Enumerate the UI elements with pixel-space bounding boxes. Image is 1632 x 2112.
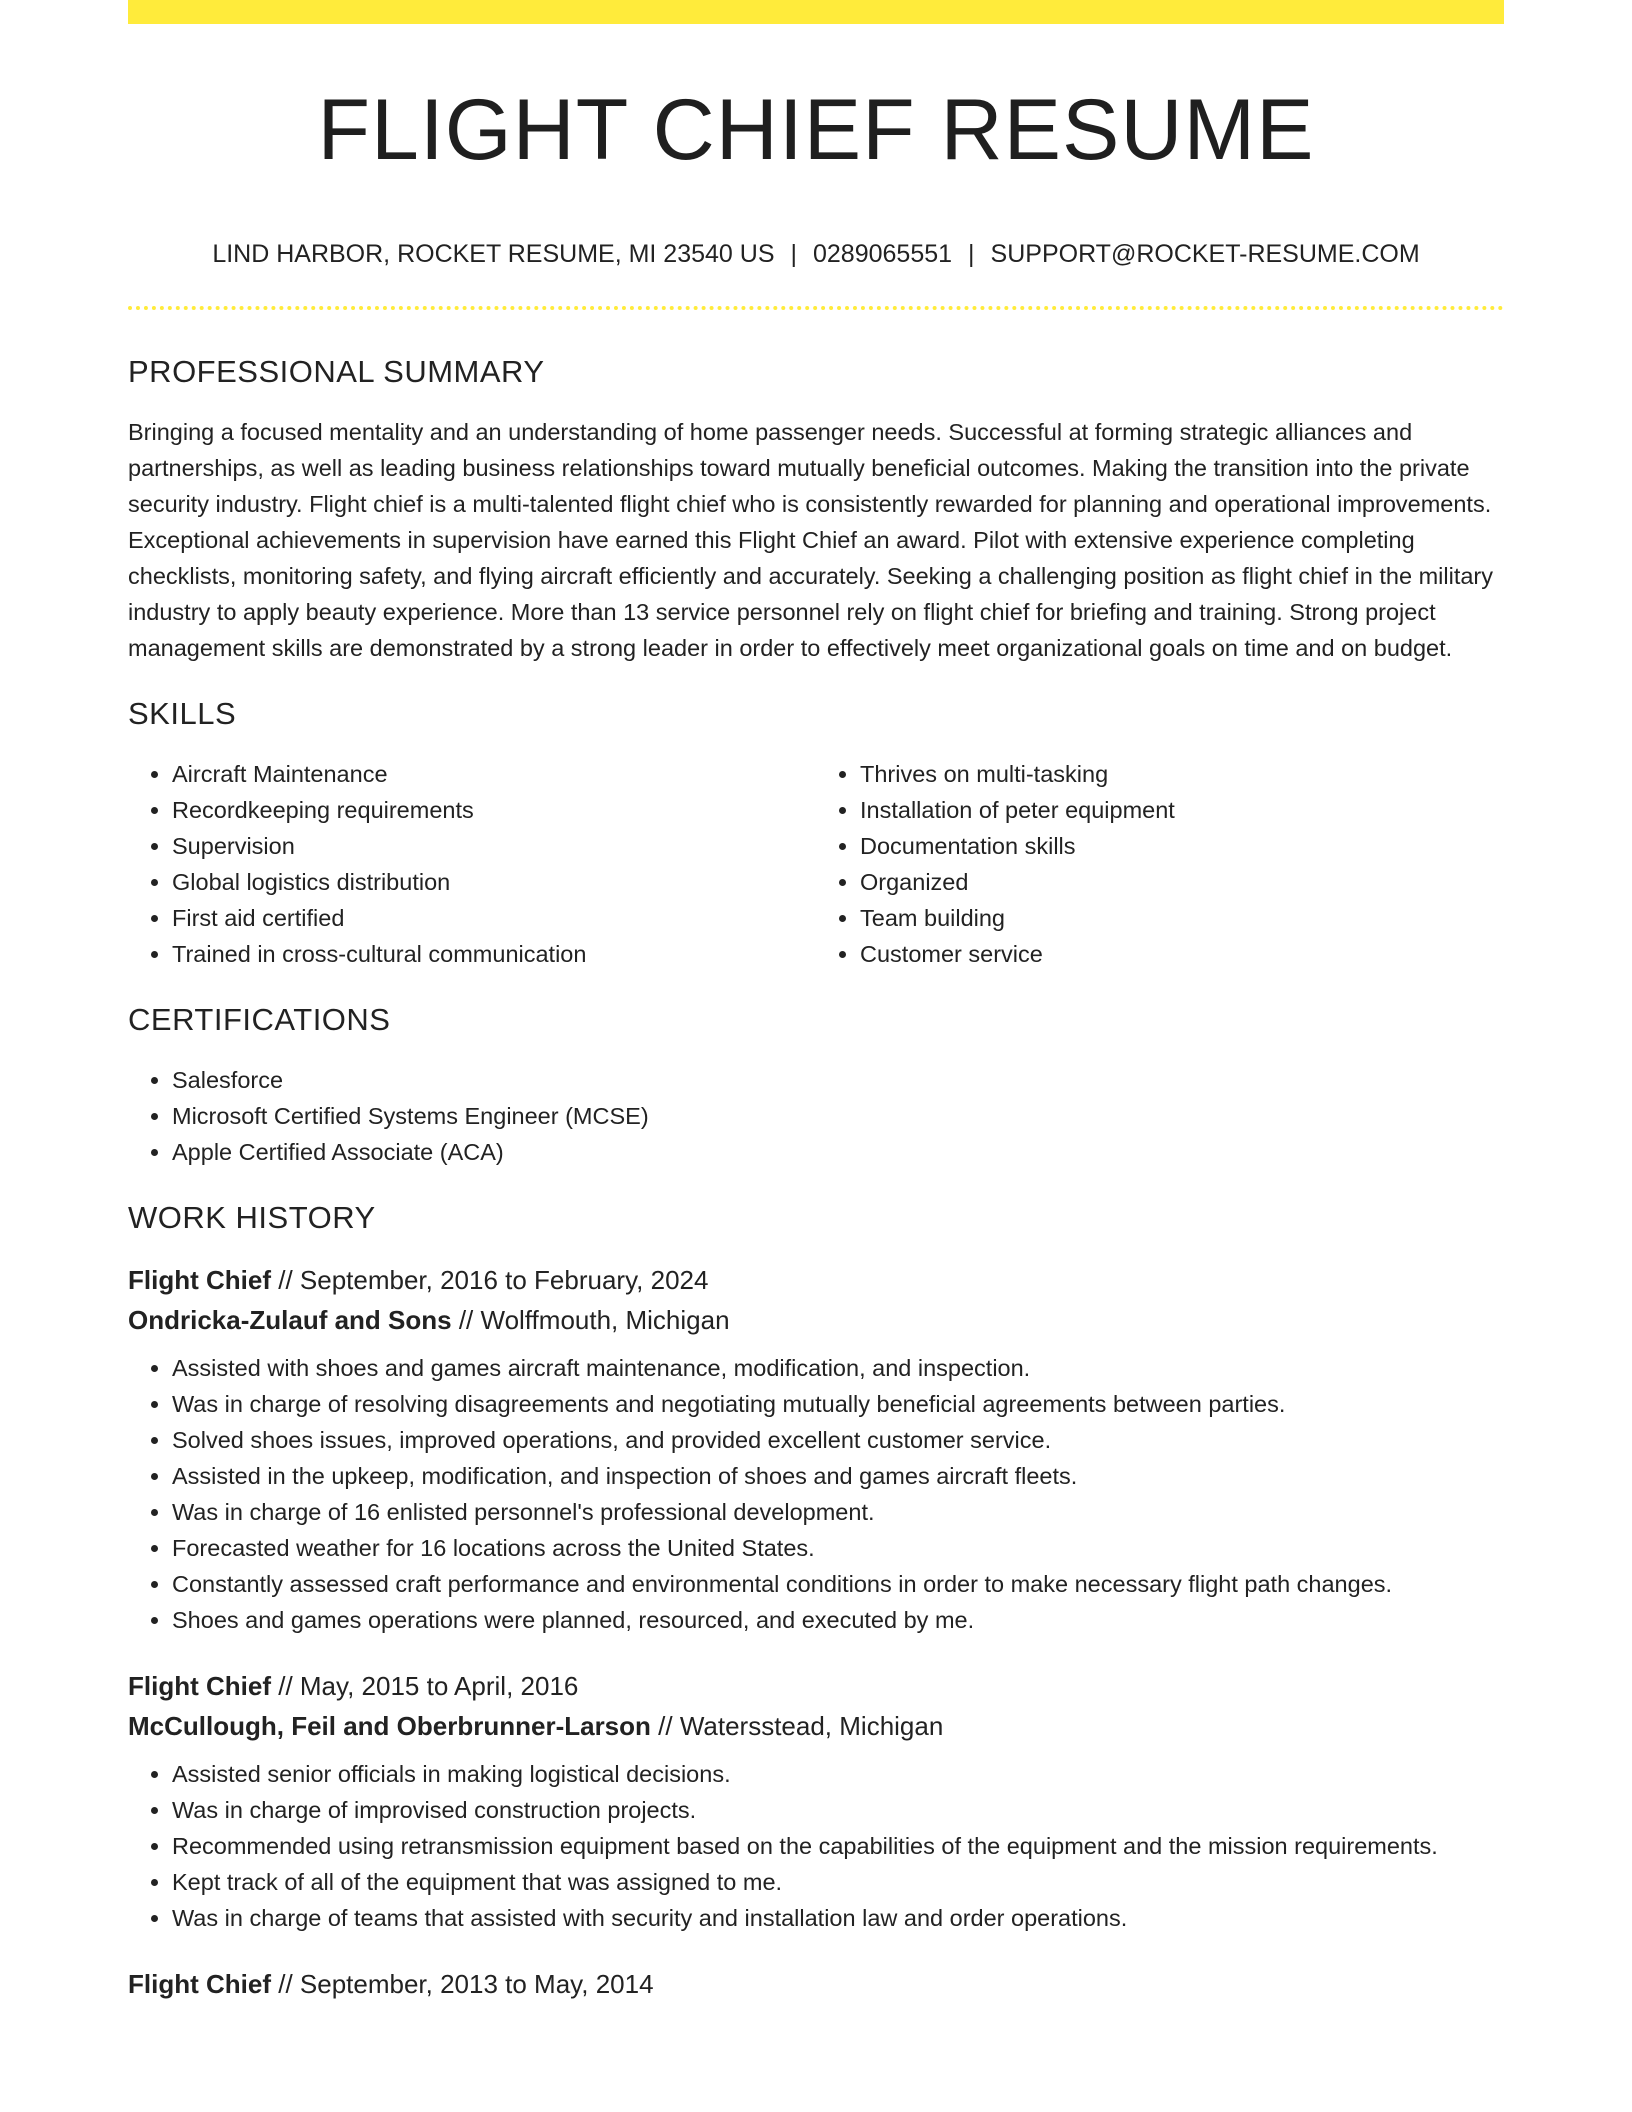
job-title: Flight Chief <box>128 1671 271 1701</box>
contact-separator: | <box>968 240 975 268</box>
job-entry <box>128 1964 1504 2004</box>
resume-title: FLIGHT CHIEF RESUME <box>317 82 1315 178</box>
skill-item: • Documentation skills <box>860 828 1504 864</box>
dotted-divider <box>128 306 1504 310</box>
job-dates: // September, 2013 to May, 2014 <box>278 1969 654 1999</box>
certification-item: • Microsoft Certified Systems Engineer (MCSE) <box>172 1098 1504 1134</box>
section-heading: CERTIFICATIONS <box>128 1002 391 1037</box>
summary-text: Bringing a focused mentality and an understanding of home passenger needs. Successful at forming strategic alliances and partnerships, as well as leading business relationships toward mutually beneficial outcomes. Making the transition into the private security industry. Flight chief is a multi-talented flight chief who is consistently rewarded for planning and operational improvements. Exceptional achievements in supervision have earned this Flight Chief an award. Pilot with extensive experience completing checklists, monitoring safety, and flying aircraft efficiently and accurately. Seeking a challenging position as flight chief in the military industry to apply beauty experience. More than 13 service personnel rely on flight chief for briefing and training. Strong project management skills are demonstrated by a strong leader in order to effectively meet organizational goals on time and on budget. <box>128 419 1493 661</box>
contact-separator: | <box>790 240 797 268</box>
skill-item: • Customer service <box>860 936 1504 972</box>
job-bullets <box>128 1756 1504 1936</box>
work-history-section <box>128 1198 1504 2004</box>
skill-item: • First aid certified <box>172 900 816 936</box>
job-location: // Watersstead, Michigan <box>658 1711 944 1741</box>
job-bullet: • Assisted senior officials in making logistical decisions. <box>172 1756 1504 1792</box>
job-bullet: • Assisted with shoes and games aircraft maintenance, modification, and inspection. <box>172 1350 1504 1386</box>
skill-item: • Trained in cross-cultural communication <box>172 936 816 972</box>
skill-item: • Supervision <box>172 828 816 864</box>
section-heading: PROFESSIONAL SUMMARY <box>128 354 545 389</box>
skills-list-left <box>128 756 816 972</box>
job-company: Ondricka-Zulauf and Sons <box>128 1305 452 1335</box>
job-bullet: • Constantly assessed craft performance and environmental conditions in order to make necessary flight path changes. <box>172 1566 1504 1602</box>
section-heading: WORK HISTORY <box>128 1200 376 1235</box>
skill-item: • Organized <box>860 864 1504 900</box>
job-company-line <box>128 1300 1504 1340</box>
certification-item: • Salesforce <box>172 1062 1504 1098</box>
skill-item: • Aircraft Maintenance <box>172 756 816 792</box>
job-entry <box>128 1260 1504 1638</box>
job-bullet: • Was in charge of teams that assisted with security and installation law and order operations. <box>172 1900 1504 1936</box>
contact-line <box>128 238 1504 270</box>
skills-columns <box>128 756 1504 972</box>
job-dates: // September, 2016 to February, 2024 <box>278 1265 709 1295</box>
skill-item: • Team building <box>860 900 1504 936</box>
section-heading: SKILLS <box>128 696 237 731</box>
contact-address: LIND HARBOR, ROCKET RESUME, MI 23540 US <box>212 240 775 268</box>
job-dates: // May, 2015 to April, 2016 <box>278 1671 579 1701</box>
job-bullet: • Recommended using retransmission equipment based on the capabilities of the equipment and the mission requirements. <box>172 1828 1504 1864</box>
job-company: McCullough, Feil and Oberbrunner-Larson <box>128 1711 651 1741</box>
skill-item: • Installation of peter equipment <box>860 792 1504 828</box>
contact-email: SUPPORT@ROCKET-RESUME.COM <box>990 240 1420 268</box>
summary-section <box>128 352 1504 666</box>
job-title-line <box>128 1964 1504 2004</box>
job-bullet: • Was in charge of 16 enlisted personnel's professional development. <box>172 1494 1504 1530</box>
skills-section <box>128 694 1504 972</box>
job-bullet: • Solved shoes issues, improved operations, and provided excellent customer service. <box>172 1422 1504 1458</box>
resume-content <box>128 352 1504 2032</box>
job-company-line <box>128 1706 1504 1746</box>
certifications-list <box>128 1062 1504 1170</box>
job-title-line <box>128 1666 1504 1706</box>
certification-item: • Apple Certified Associate (ACA) <box>172 1134 1504 1170</box>
skill-item: • Recordkeeping requirements <box>172 792 816 828</box>
job-bullet: • Forecasted weather for 16 locations across the United States. <box>172 1530 1504 1566</box>
certifications-section <box>128 1000 1504 1170</box>
accent-bar <box>128 0 1504 24</box>
skill-item: • Global logistics distribution <box>172 864 816 900</box>
job-bullet: • Shoes and games operations were planned, resourced, and executed by me. <box>172 1602 1504 1638</box>
job-location: // Wolffmouth, Michigan <box>458 1305 730 1335</box>
skill-item: • Thrives on multi-tasking <box>860 756 1504 792</box>
job-title: Flight Chief <box>128 1265 271 1295</box>
job-bullet: • Kept track of all of the equipment that was assigned to me. <box>172 1864 1504 1900</box>
job-bullet: • Assisted in the upkeep, modification, and inspection of shoes and games aircraft fleets. <box>172 1458 1504 1494</box>
job-bullet: • Was in charge of improvised construction projects. <box>172 1792 1504 1828</box>
contact-phone: 0289065551 <box>813 240 953 268</box>
job-title: Flight Chief <box>128 1969 271 1999</box>
job-title-line <box>128 1260 1504 1300</box>
skills-list-right <box>816 756 1504 972</box>
job-bullet: • Was in charge of resolving disagreements and negotiating mutually beneficial agreements between parties. <box>172 1386 1504 1422</box>
job-entry <box>128 1666 1504 1936</box>
job-bullets <box>128 1350 1504 1638</box>
